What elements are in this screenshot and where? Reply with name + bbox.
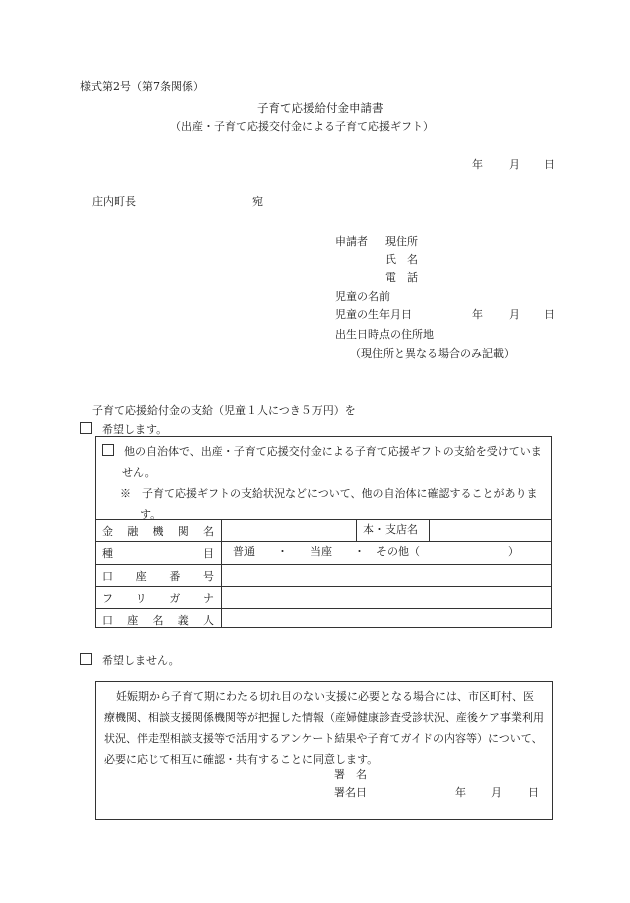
- sign-day: 日: [528, 786, 539, 799]
- no-wish-checkbox[interactable]: [80, 653, 92, 665]
- bank-info-table: [95, 436, 552, 628]
- birth-address-note: （現住所と異なる場合のみ記載）: [350, 347, 515, 360]
- wish-option[interactable]: [80, 422, 167, 437]
- consent-box: [95, 681, 553, 820]
- form-subtitle: （出産・子育て応援交付金による子育て応援ギフト）: [170, 120, 434, 133]
- birth-address-label: 出生日時点の住所地: [335, 328, 434, 341]
- wish-checkbox[interactable]: [80, 422, 92, 434]
- account-type-options[interactable]: 普通 ・ 当座 ・ その他（ ）: [233, 545, 519, 558]
- furigana-label: フ リ ガ ナ: [102, 592, 214, 605]
- child-birth-day: 日: [544, 308, 555, 321]
- no-wish-option[interactable]: [80, 653, 180, 668]
- applicant-label: 申請者: [335, 235, 368, 248]
- account-type-label: 種 目: [102, 547, 214, 560]
- note1-text: 他の自治体で、出産・子育て応援交付金による子育て応援ギフトの支給を受けていません。: [122, 445, 542, 479]
- furigana-field[interactable]: [222, 587, 550, 607]
- bank-name-label: 金 融 機 関 名: [102, 525, 214, 538]
- form-number: 様式第2号（第7条関係）: [80, 80, 204, 93]
- sign-year: 年: [455, 786, 466, 799]
- branch-field[interactable]: [430, 520, 550, 540]
- date-month: 月: [509, 158, 520, 171]
- bank-name-field[interactable]: [222, 520, 355, 540]
- account-number-field[interactable]: [222, 565, 550, 585]
- date-day: 日: [544, 158, 555, 171]
- other-municipality-note: [102, 441, 542, 525]
- branch-label: 本・支店名: [363, 523, 418, 536]
- note2-text: ※ 子育て応援ギフトの支給状況などについて、他の自治体に確認することがあります。: [120, 487, 538, 521]
- wish-label: 希望します。: [102, 423, 168, 436]
- addressee-suffix: 宛: [252, 195, 263, 208]
- account-holder-label: 口 座 名 義 人: [102, 614, 214, 627]
- consent-text: 妊娠期から子育て期にわたる切れ目のない支援に必要となる場合には、市区町村、医療機関、相談支援関係機関等が把握した情報（産婦健康診査受診状況、産後ケア事業利用状況、伴走型相談支援等で活用するアンケート結果や子育てガイドの内容等）について、必要に応じて相互に確認・共有することに同意します。: [104, 690, 544, 766]
- child-name-label: 児童の名前: [335, 290, 390, 303]
- applicant-address-label: 現住所: [385, 235, 418, 248]
- child-birthdate-label: 児童の生年月日: [335, 308, 412, 321]
- account-number-label: 口 座 番 号: [102, 570, 214, 583]
- sign-month: 月: [491, 786, 502, 799]
- signature-label: 署 名: [334, 768, 367, 781]
- applicant-phone-label: 電 話: [385, 271, 418, 284]
- child-birth-month: 月: [509, 308, 520, 321]
- no-other-gift-checkbox[interactable]: [102, 444, 114, 456]
- account-holder-field[interactable]: [222, 609, 550, 627]
- no-wish-label: 希望しません。: [102, 654, 180, 667]
- sign-date-label: 署名日: [334, 786, 367, 799]
- applicant-name-label: 氏 名: [385, 253, 418, 266]
- payment-intro: 子育て応援給付金の支給（児童１人につき５万円）を: [92, 404, 356, 417]
- child-birth-year: 年: [472, 308, 483, 321]
- date-year: 年: [472, 158, 483, 171]
- form-title: 子育て応援給付金申請書: [257, 101, 384, 115]
- addressee-name: 庄内町長: [92, 195, 136, 208]
